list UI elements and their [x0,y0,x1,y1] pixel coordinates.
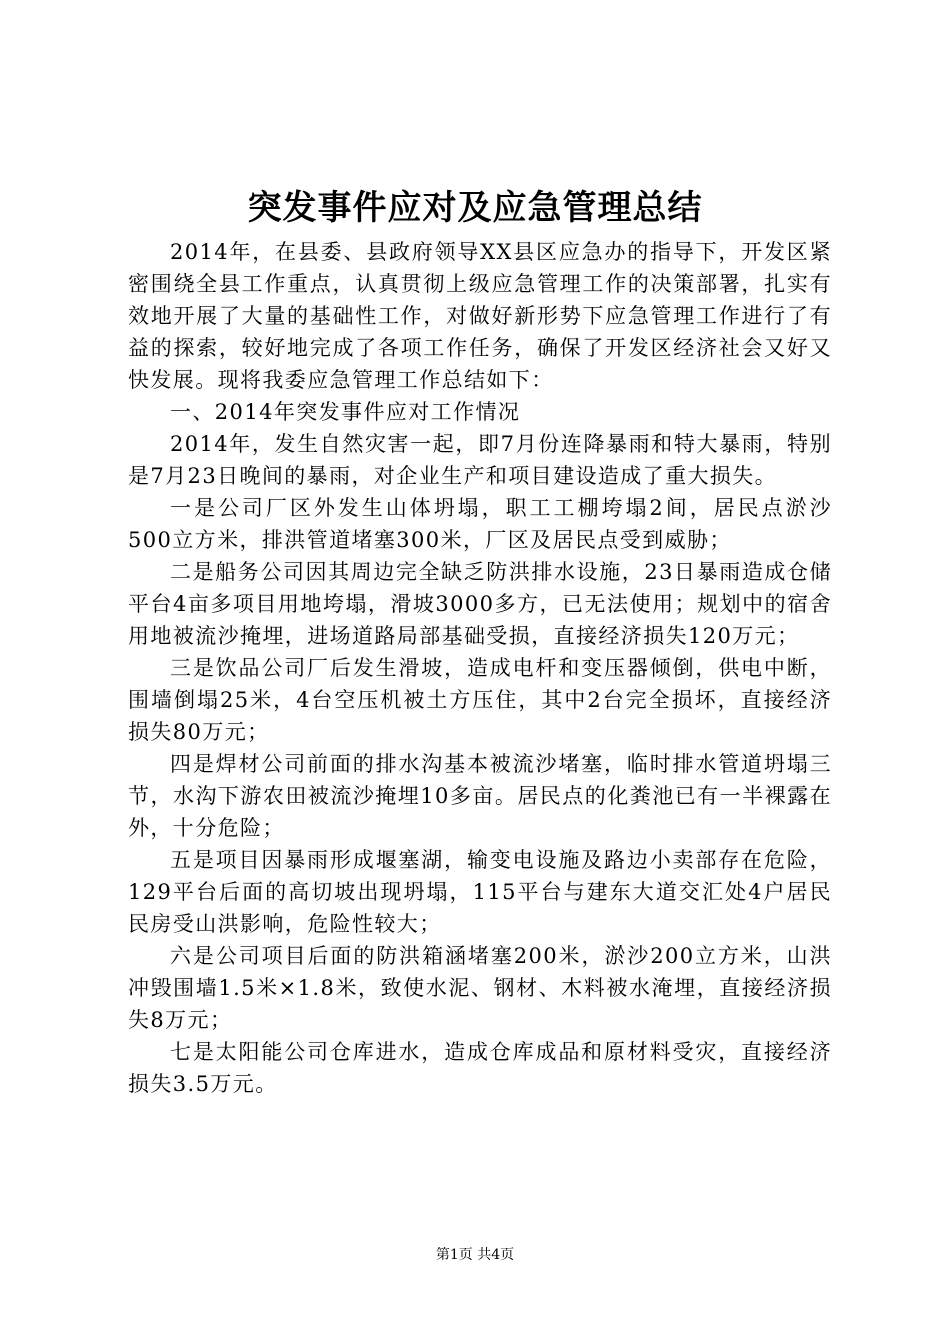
paragraph-item-5: 五是项目因暴雨形成堰塞湖，输变电设施及路边小卖部存在危险，129平台后面的高切坡出现坍塌，115平台与建东大道交汇处4户居民民房受山洪影响，危险性较大； [128,848,832,936]
paragraph-item-7: 七是太阳能公司仓库进水，造成仓库成品和原材料受灾，直接经济损失3.5万元。 [128,1040,832,1096]
paragraph-overview: 2014年，发生自然灾害一起，即7月份连降暴雨和特大暴雨，特别是7月23日晚间的暴雨，对企业生产和项目建设造成了重大损失。 [128,432,832,488]
section-heading: 一、2014年突发事件应对工作情况 [170,400,521,424]
paragraph-intro: 2014年，在县委、县政府领导XX县区应急办的指导下，开发区紧密围绕全县工作重点，认真贯彻上级应急管理工作的决策部署，扎实有效地开展了大量的基础性工作，对做好新形势下应急管理工作进行了有益的探索，较好地完成了各项工作任务，确保了开发区经济社会又好又快发展。现将我委应急管理工作总结如下： [128,240,832,392]
paragraph-item-1: 一是公司厂区外发生山体坍塌，职工工棚垮塌2间，居民点淤沙500立方米，排洪管道堵塞300米，厂区及居民点受到威胁； [128,496,832,552]
document-body [128,236,832,1100]
paragraph-item-2: 二是船务公司因其周边完全缺乏防洪排水设施，23日暴雨造成仓储平台4亩多项目用地垮塌，滑坡3000多方，已无法使用；规划中的宿舍用地被流沙掩埋，进场道路局部基础受损，直接经济损失120万元； [128,560,832,648]
paragraph-item-3: 三是饮品公司厂后发生滑坡，造成电杆和变压器倾倒，供电中断，围墙倒塌25米，4台空压机被土方压住，其中2台完全损坏，直接经济损失80万元； [128,656,832,744]
paragraph-item-6: 六是公司项目后面的防洪箱涵堵塞200米，淤沙200立方米，山洪冲毁围墙1.5米×1.8米，致使水泥、钢材、木料被水淹埋，直接经济损失8万元； [128,944,832,1032]
document-title: 突发事件应对及应急管理总结 [247,188,703,228]
paragraph-item-4: 四是焊材公司前面的排水沟基本被流沙堵塞，临时排水管道坍塌三节，水沟下游农田被流沙掩埋10多亩。居民点的化粪池已有一半裸露在外，十分危险； [128,752,832,840]
page-number-footer: 第1页 共4页 [435,1247,515,1263]
